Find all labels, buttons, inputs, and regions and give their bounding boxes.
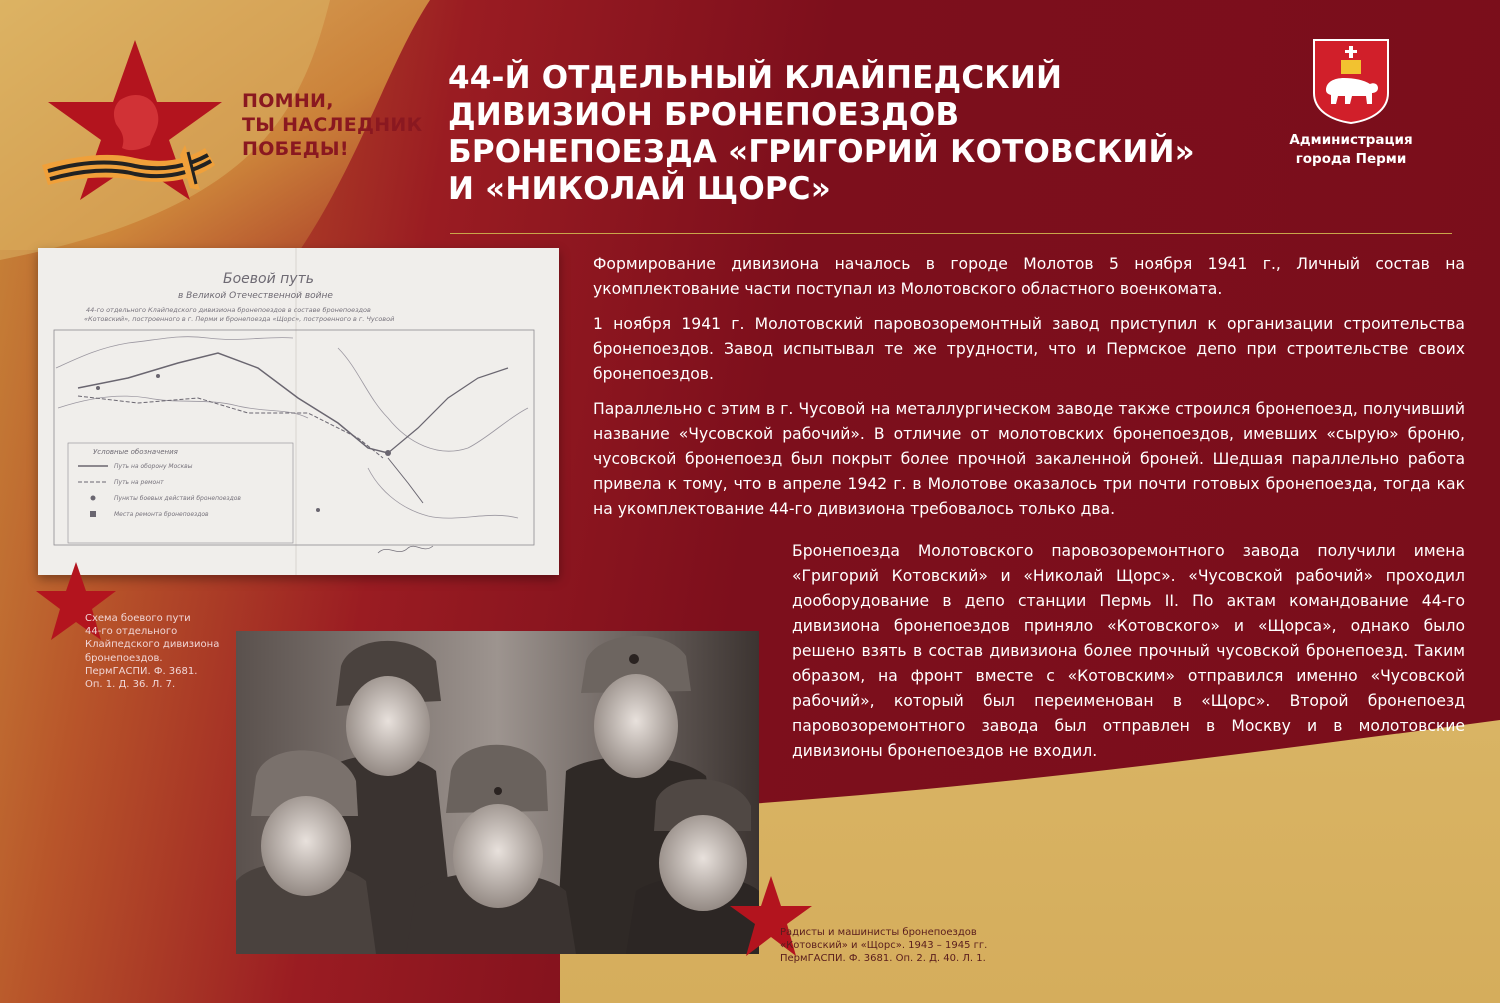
slogan-line-1: ПОМНИ, bbox=[242, 90, 334, 112]
title-line-3: БРОНЕПОЕЗДА «ГРИГОРИЙ КОТОВСКИЙ» bbox=[448, 134, 1195, 170]
paragraph-1: Формирование дивизиона началось в городе Молотов 5 ноября 1941 г., Личный состав на укомплектование части поступал из Молотовского областного военкомата. bbox=[593, 255, 1465, 298]
photo-image bbox=[236, 631, 759, 954]
photo-caption-line-1: Радисты и машинисты бронепоездов bbox=[780, 927, 977, 938]
photo-caption bbox=[780, 926, 1000, 966]
legend-item-1: Путь на оборону Москвы bbox=[114, 463, 193, 470]
paragraph-3: Параллельно с этим в г. Чусовой на металлургическом заводе также строился бронепоезд, получивший название «Чусовской рабочий». В отличие от молотовских бронепоездов, имевших «сырую» броню, чусовской бронепоезд был покрыт более прочной закаленной броней. Шедшая параллельно работа привела к тому, что в апреле 1942 г. в Молотове оказалось три почти готовых бронепоезда, тогда как на укомплектование 44-го дивизиона требовалось только два. bbox=[593, 400, 1465, 518]
photo-caption-line-2: «Котовский» и «Щорс». 1943 – 1945 гг. bbox=[780, 940, 988, 952]
map-caption-line-3: Клайпедского дивизиона bbox=[85, 639, 220, 651]
group-photo bbox=[236, 631, 759, 954]
paragraph-2: 1 ноября 1941 г. Молотовский паровозоремонтный завод приступил к организации строительства бронепоездов. Завод испытывал те же трудности, что и Пермское депо при строительстве своих бронепоездов. bbox=[593, 315, 1465, 383]
map-subtitle-2: «Котовский», построенного в г. Перми и бронепоезда «Щорс», построенного в г. Чусовой bbox=[84, 315, 395, 323]
map-drawing bbox=[38, 248, 559, 575]
map-caption-line-4: бронепоездов. bbox=[85, 652, 163, 664]
body-text bbox=[593, 252, 1465, 532]
map-caption-line-1: Схема боевого пути bbox=[85, 613, 191, 624]
page-title bbox=[448, 60, 1248, 208]
map-heading-2: в Великой Отечественной войне bbox=[178, 291, 333, 301]
legend-title: Условные обозначения bbox=[93, 448, 178, 456]
map-caption bbox=[85, 612, 225, 691]
legend-item-4: Места ремонта бронепоездов bbox=[114, 511, 209, 518]
paragraph-4: Бронепоезда Молотовского паровозоремонтного завода получили имена «Григорий Котовский» и «Николай Щорс». «Чусовской рабочий» проходил дооборудование в депо станции Пермь II. По актам командование 44-го дивизиона бронепоездов приняло «Котовского» и «Щорса», однако было решено взять в состав дивизиона более прочный чусовской бронепоезд. Таким образом, на фронт вместе с «Котовским» отправился именно «Чусовской рабочий», который был переименован в «Щорс». Второй бронепоезд паровозоремонтного завода был отправлен в Москву и в молотовские дивизионы бронепоездов не входил. bbox=[792, 542, 1465, 760]
photo-caption-line-3: ПермГАСПИ. Ф. 3681. Оп. 2. Д. 40. Л. 1. bbox=[780, 953, 986, 965]
admin-line-1: Администрация bbox=[1289, 132, 1413, 148]
map-caption-line-2: 44-го отдельного bbox=[85, 626, 178, 638]
map-caption-line-6: Оп. 1. Д. 36. Л. 7. bbox=[85, 679, 176, 691]
legend-item-2: Путь на ремонт bbox=[114, 479, 164, 486]
slogan-line-3: ПОБЕДЫ! bbox=[242, 138, 349, 160]
slogan bbox=[242, 89, 422, 161]
slogan-line-2: ТЫ НАСЛЕДНИК bbox=[242, 114, 423, 136]
admin-label bbox=[1276, 131, 1426, 169]
map-caption-line-5: ПермГАСПИ. Ф. 3681. bbox=[85, 665, 198, 677]
battle-route-map bbox=[38, 248, 559, 575]
title-line-2: ДИВИЗИОН БРОНЕПОЕЗДОВ bbox=[448, 97, 960, 133]
legend-item-3: Пункты боевых действий бронепоездов bbox=[114, 495, 241, 502]
perm-coat-of-arms-icon bbox=[1312, 38, 1390, 124]
title-line-4: И «НИКОЛАЙ ЩОРС» bbox=[448, 171, 831, 207]
victory-star-icon bbox=[40, 40, 240, 200]
title-divider bbox=[450, 233, 1452, 234]
map-heading-1: Боевой путь bbox=[223, 271, 314, 287]
body-text-lower bbox=[792, 539, 1465, 764]
admin-line-2: города Перми bbox=[1295, 151, 1407, 167]
title-line-1: 44-Й ОТДЕЛЬНЫЙ КЛАЙПЕДСКИЙ bbox=[448, 60, 1063, 96]
map-subtitle-1: 44-го отдельного Клайпедского дивизиона бронепоездов в составе бронепоездов bbox=[86, 306, 371, 314]
